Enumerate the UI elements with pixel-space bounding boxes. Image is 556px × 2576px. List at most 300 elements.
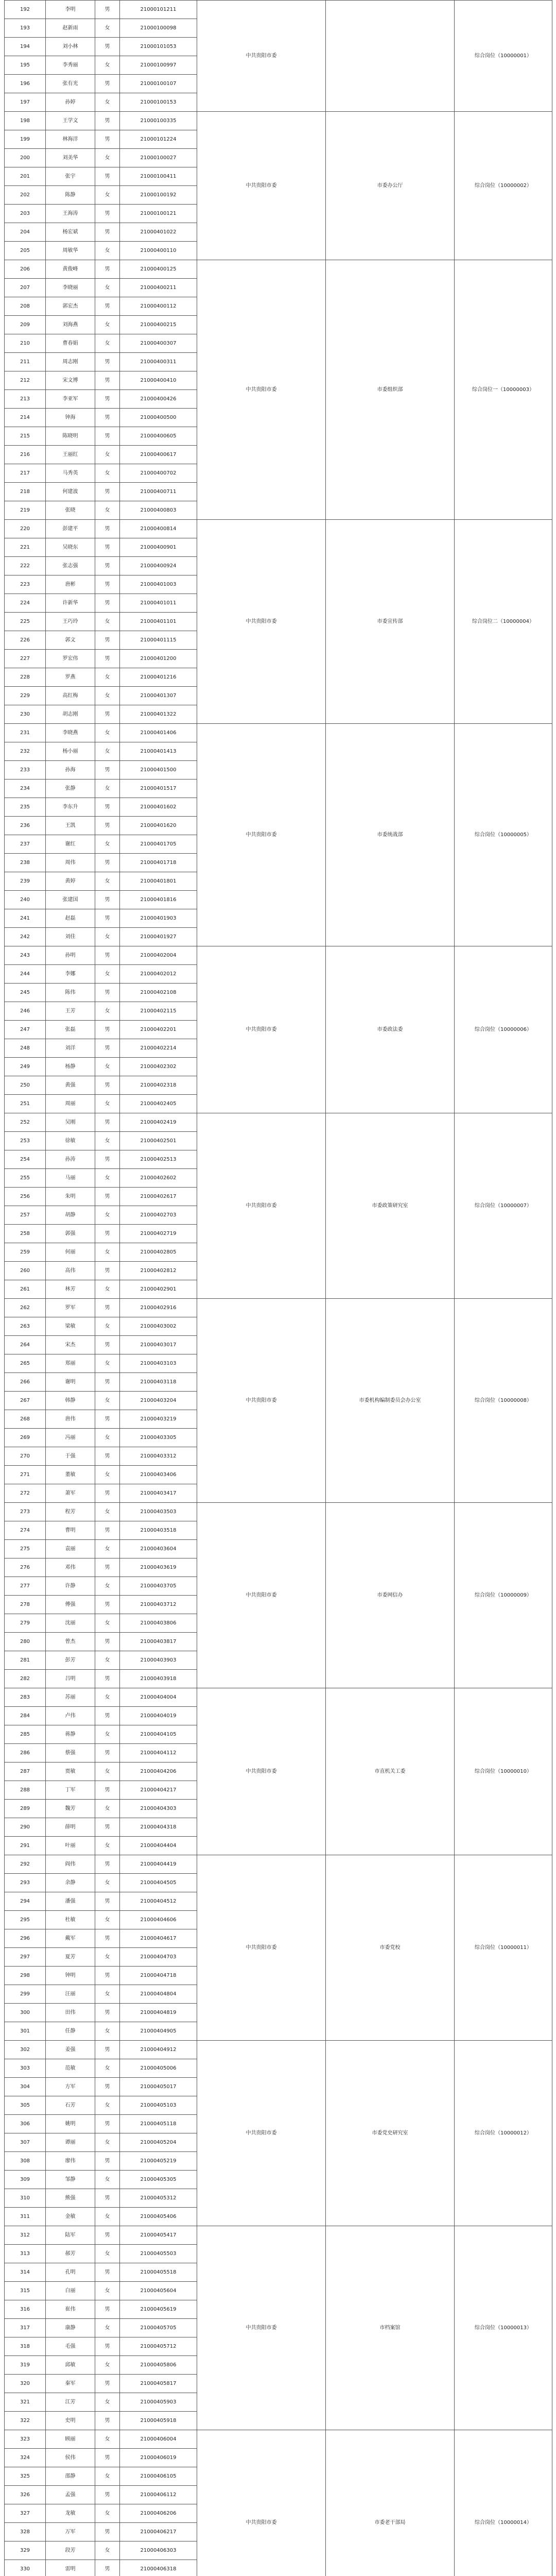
cell-no: 193	[5, 19, 46, 38]
cell-sex: 男	[95, 2078, 120, 2096]
cell-sex: 女	[95, 1392, 120, 1410]
cell-name: 曾杰	[46, 1633, 95, 1651]
cell-post: 综合岗位（10000013）	[455, 2226, 552, 2430]
cell-name: 王海涛	[46, 205, 95, 223]
candidate-table	[4, 0, 552, 2576]
cell-no: 322	[5, 2412, 46, 2430]
cell-id: 21000402501	[120, 1132, 197, 1150]
cell-name: 田伟	[46, 2004, 95, 2022]
cell-name: 黄俊峰	[46, 260, 95, 279]
cell-sex: 男	[95, 1447, 120, 1466]
cell-sex: 男	[95, 2300, 120, 2319]
cell-name: 韩静	[46, 1392, 95, 1410]
cell-no: 314	[5, 2263, 46, 2282]
cell-name: 熊强	[46, 2189, 95, 2208]
cell-id: 21000404703	[120, 1948, 197, 1967]
cell-name: 董敏	[46, 1466, 95, 1484]
cell-name: 陈伟	[46, 984, 95, 1002]
cell-no: 231	[5, 724, 46, 742]
cell-name: 叶丽	[46, 1837, 95, 1855]
cell-name: 郝芳	[46, 2245, 95, 2263]
cell-no: 270	[5, 1447, 46, 1466]
cell-no: 284	[5, 1707, 46, 1725]
cell-no: 276	[5, 1558, 46, 1577]
cell-no: 247	[5, 1021, 46, 1039]
cell-no: 195	[5, 56, 46, 75]
cell-no: 204	[5, 223, 46, 242]
cell-post: 综合岗位二（10000004）	[455, 520, 552, 724]
cell-name: 顾丽	[46, 2430, 95, 2449]
cell-sex: 女	[95, 1002, 120, 1021]
cell-id: 21000402812	[120, 1262, 197, 1280]
cell-name: 罗军	[46, 1299, 95, 1317]
cell-name: 刘佳	[46, 928, 95, 946]
cell-sex: 女	[95, 56, 120, 75]
cell-sex: 男	[95, 1188, 120, 1206]
cell-sex: 女	[95, 1614, 120, 1633]
cell-sex: 女	[95, 1874, 120, 1892]
cell-name: 高红梅	[46, 687, 95, 705]
cell-dept	[326, 1, 455, 112]
cell-sex: 女	[95, 1948, 120, 1967]
cell-unit: 中共贵阳市委	[197, 2430, 326, 2576]
cell-sex: 男	[95, 1336, 120, 1354]
cell-no: 223	[5, 575, 46, 594]
cell-id: 21000405903	[120, 2393, 197, 2412]
cell-sex: 女	[95, 1280, 120, 1299]
table-row	[5, 260, 552, 279]
cell-id: 21000405705	[120, 2319, 197, 2337]
cell-name: 宋杰	[46, 1336, 95, 1354]
cell-name: 姜强	[46, 2041, 95, 2059]
cell-sex: 男	[95, 594, 120, 613]
cell-post: 综合岗位（10000011）	[455, 1855, 552, 2041]
cell-id: 21000406217	[120, 2523, 197, 2541]
cell-unit: 中共贵阳市委	[197, 724, 326, 946]
cell-no: 222	[5, 557, 46, 575]
cell-name: 钟海	[46, 409, 95, 427]
cell-name: 谢明	[46, 1373, 95, 1392]
cell-no: 228	[5, 668, 46, 687]
cell-no: 245	[5, 984, 46, 1002]
cell-no: 266	[5, 1373, 46, 1392]
cell-no: 229	[5, 687, 46, 705]
cell-no: 205	[5, 242, 46, 260]
cell-dept: 市委网信办	[326, 1503, 455, 1688]
cell-no: 211	[5, 353, 46, 371]
cell-name: 周敏华	[46, 242, 95, 260]
cell-no: 294	[5, 1892, 46, 1911]
cell-no: 311	[5, 2208, 46, 2226]
cell-id: 21000402004	[120, 946, 197, 965]
cell-sex: 男	[95, 798, 120, 817]
cell-id: 21000404419	[120, 1855, 197, 1874]
cell-name: 张磊	[46, 1021, 95, 1039]
cell-id: 21000405204	[120, 2133, 197, 2152]
cell-id: 21000406105	[120, 2467, 197, 2486]
cell-sex: 男	[95, 427, 120, 446]
cell-name: 许静	[46, 1577, 95, 1596]
cell-name: 杨小丽	[46, 742, 95, 761]
cell-no: 208	[5, 297, 46, 316]
cell-sex: 男	[95, 2449, 120, 2467]
cell-name: 汪丽	[46, 1985, 95, 2004]
cell-id: 21000401927	[120, 928, 197, 946]
cell-no: 194	[5, 38, 46, 56]
cell-name: 马丽	[46, 1169, 95, 1188]
cell-sex: 女	[95, 2096, 120, 2115]
cell-sex: 男	[95, 130, 120, 149]
cell-name: 杨宏斌	[46, 223, 95, 242]
cell-name: 潘强	[46, 1892, 95, 1911]
cell-name: 张宇	[46, 167, 95, 186]
cell-no: 301	[5, 2022, 46, 2041]
cell-name: 孙海	[46, 761, 95, 779]
cell-name: 吴刚	[46, 1113, 95, 1132]
cell-name: 李晓燕	[46, 724, 95, 742]
cell-no: 218	[5, 483, 46, 501]
cell-id: 21000402513	[120, 1150, 197, 1169]
cell-dept: 市委老干部局	[326, 2430, 455, 2576]
cell-sex: 男	[95, 205, 120, 223]
cell-name: 江芳	[46, 2393, 95, 2412]
cell-sex: 女	[95, 149, 120, 167]
cell-id: 21000400702	[120, 464, 197, 483]
cell-sex: 男	[95, 1, 120, 19]
cell-id: 21000403518	[120, 1521, 197, 1540]
cell-id: 21000402302	[120, 1058, 197, 1076]
cell-name: 范敏	[46, 2059, 95, 2078]
cell-id: 21000404912	[120, 2041, 197, 2059]
cell-no: 283	[5, 1688, 46, 1707]
cell-name: 沈丽	[46, 1614, 95, 1633]
cell-name: 高伟	[46, 1262, 95, 1280]
cell-name: 黄婷	[46, 872, 95, 891]
cell-id: 21000401816	[120, 891, 197, 909]
cell-name: 魏芳	[46, 1800, 95, 1818]
cell-no: 274	[5, 1521, 46, 1540]
cell-no: 215	[5, 427, 46, 446]
cell-dept: 市档案馆	[326, 2226, 455, 2430]
table-row	[5, 1855, 552, 1874]
cell-id: 21000400112	[120, 297, 197, 316]
cell-no: 242	[5, 928, 46, 946]
cell-no: 237	[5, 835, 46, 854]
cell-sex: 男	[95, 75, 120, 93]
cell-id: 21000400814	[120, 520, 197, 538]
cell-name: 刘洋	[46, 1039, 95, 1058]
cell-id: 21000404019	[120, 1707, 197, 1725]
cell-name: 李东升	[46, 798, 95, 817]
cell-sex: 女	[95, 1725, 120, 1744]
cell-dept: 市委统战部	[326, 724, 455, 946]
cell-no: 260	[5, 1262, 46, 1280]
cell-id: 21000100192	[120, 186, 197, 205]
table-row	[5, 2226, 552, 2245]
cell-id: 21000404004	[120, 1688, 197, 1707]
cell-id: 21000401022	[120, 223, 197, 242]
cell-no: 198	[5, 112, 46, 130]
cell-no: 261	[5, 1280, 46, 1299]
cell-no: 213	[5, 390, 46, 409]
cell-sex: 女	[95, 1503, 120, 1521]
cell-id: 21000404105	[120, 1725, 197, 1744]
cell-id: 21000403002	[120, 1317, 197, 1336]
cell-sex: 女	[95, 928, 120, 946]
cell-sex: 女	[95, 19, 120, 38]
cell-no: 307	[5, 2133, 46, 2152]
cell-sex: 女	[95, 1058, 120, 1076]
cell-no: 285	[5, 1725, 46, 1744]
cell-id: 21000400500	[120, 409, 197, 427]
cell-no: 289	[5, 1800, 46, 1818]
cell-name: 陈静	[46, 186, 95, 205]
cell-name: 许新华	[46, 594, 95, 613]
cell-no: 262	[5, 1299, 46, 1317]
cell-id: 21000400311	[120, 353, 197, 371]
cell-no: 273	[5, 1503, 46, 1521]
cell-name: 彭芳	[46, 1651, 95, 1670]
cell-no: 226	[5, 631, 46, 650]
cell-name: 黄强	[46, 1076, 95, 1095]
cell-post: 综合岗位（10000001）	[455, 1, 552, 112]
cell-sex: 女	[95, 1762, 120, 1781]
cell-post: 综合岗位一（10000003）	[455, 260, 552, 520]
cell-dept: 市直机关工委	[326, 1688, 455, 1855]
cell-unit: 中共贵阳市委	[197, 1299, 326, 1503]
cell-sex: 女	[95, 1577, 120, 1596]
cell-no: 206	[5, 260, 46, 279]
cell-no: 297	[5, 1948, 46, 1967]
cell-name: 李晓丽	[46, 279, 95, 297]
cell-sex: 男	[95, 1150, 120, 1169]
cell-no: 224	[5, 594, 46, 613]
cell-sex: 女	[95, 1169, 120, 1188]
cell-name: 唐伟	[46, 1410, 95, 1429]
cell-id: 21000403118	[120, 1373, 197, 1392]
cell-sex: 男	[95, 1596, 120, 1614]
cell-sex: 男	[95, 1113, 120, 1132]
cell-no: 292	[5, 1855, 46, 1874]
cell-name: 程芳	[46, 1503, 95, 1521]
cell-no: 277	[5, 1577, 46, 1596]
table-row	[5, 2041, 552, 2059]
cell-no: 227	[5, 650, 46, 668]
cell-no: 263	[5, 1317, 46, 1336]
cell-id: 21000405406	[120, 2208, 197, 2226]
cell-no: 221	[5, 538, 46, 557]
cell-unit: 中共贵阳市委	[197, 1113, 326, 1299]
cell-sex: 男	[95, 946, 120, 965]
cell-sex: 女	[95, 186, 120, 205]
cell-dept: 市委机构编制委员会办公室	[326, 1299, 455, 1503]
cell-no: 318	[5, 2337, 46, 2356]
cell-sex: 男	[95, 650, 120, 668]
cell-no: 258	[5, 1225, 46, 1243]
cell-name: 侯伟	[46, 2449, 95, 2467]
cell-no: 265	[5, 1354, 46, 1373]
cell-sex: 男	[95, 1039, 120, 1058]
cell-no: 235	[5, 798, 46, 817]
cell-id: 21000402214	[120, 1039, 197, 1058]
cell-id: 21000405417	[120, 2226, 197, 2245]
cell-name: 郑丽	[46, 1354, 95, 1373]
cell-id: 21000401101	[120, 613, 197, 631]
cell-no: 321	[5, 2393, 46, 2412]
cell-no: 239	[5, 872, 46, 891]
cell-sex: 男	[95, 1299, 120, 1317]
cell-sex: 男	[95, 223, 120, 242]
cell-sex: 男	[95, 2412, 120, 2430]
cell-sex: 男	[95, 353, 120, 371]
cell-id: 21000401903	[120, 909, 197, 928]
cell-name: 赵磊	[46, 909, 95, 928]
cell-no: 286	[5, 1744, 46, 1762]
cell-post: 综合岗位（10000010）	[455, 1688, 552, 1855]
cell-sex: 女	[95, 965, 120, 984]
cell-id: 21000402108	[120, 984, 197, 1002]
cell-sex: 男	[95, 2263, 120, 2282]
cell-sex: 女	[95, 1243, 120, 1262]
cell-no: 330	[5, 2560, 46, 2576]
cell-id: 21000404217	[120, 1781, 197, 1800]
cell-sex: 男	[95, 2189, 120, 2208]
cell-no: 200	[5, 149, 46, 167]
cell-sex: 女	[95, 2133, 120, 2152]
cell-name: 罗宏伟	[46, 650, 95, 668]
cell-id: 21000405518	[120, 2263, 197, 2282]
cell-no: 197	[5, 93, 46, 112]
cell-name: 孙明	[46, 946, 95, 965]
cell-name: 史明	[46, 2412, 95, 2430]
cell-no: 196	[5, 75, 46, 93]
cell-no: 329	[5, 2541, 46, 2560]
cell-post: 综合岗位（10000012）	[455, 2041, 552, 2226]
cell-name: 谭丽	[46, 2133, 95, 2152]
cell-id: 21000100098	[120, 19, 197, 38]
cell-id: 21000403604	[120, 1540, 197, 1558]
table-row	[5, 1503, 552, 1521]
cell-sex: 男	[95, 761, 120, 779]
cell-id: 21000400711	[120, 483, 197, 501]
cell-id: 21000406206	[120, 2504, 197, 2523]
cell-name: 戴军	[46, 1929, 95, 1948]
cell-id: 21000401705	[120, 835, 197, 854]
cell-id: 21000100335	[120, 112, 197, 130]
cell-id: 21000404404	[120, 1837, 197, 1855]
cell-name: 夏芳	[46, 1948, 95, 1967]
cell-sex: 男	[95, 1021, 120, 1039]
cell-no: 325	[5, 2467, 46, 2486]
cell-no: 252	[5, 1113, 46, 1132]
cell-sex: 女	[95, 2430, 120, 2449]
cell-no: 295	[5, 1911, 46, 1929]
cell-id: 21000402419	[120, 1113, 197, 1132]
cell-name: 苏丽	[46, 1688, 95, 1707]
cell-sex: 女	[95, 1540, 120, 1558]
cell-name: 陈晓明	[46, 427, 95, 446]
cell-id: 21000403806	[120, 1614, 197, 1633]
cell-no: 298	[5, 1967, 46, 1985]
cell-id: 21000401115	[120, 631, 197, 650]
cell-no: 271	[5, 1466, 46, 1484]
cell-sex: 男	[95, 1521, 120, 1540]
cell-no: 280	[5, 1633, 46, 1651]
cell-sex: 男	[95, 909, 120, 928]
cell-id: 21000403712	[120, 1596, 197, 1614]
cell-no: 282	[5, 1670, 46, 1688]
cell-post: 综合岗位（10000006）	[455, 946, 552, 1113]
cell-sex: 女	[95, 2393, 120, 2412]
cell-id: 21000404303	[120, 1800, 197, 1818]
cell-no: 309	[5, 2171, 46, 2189]
cell-id: 21000406303	[120, 2541, 197, 2560]
cell-id: 21000401216	[120, 668, 197, 687]
cell-name: 姚明	[46, 2115, 95, 2133]
cell-sex: 女	[95, 1837, 120, 1855]
cell-sex: 女	[95, 1354, 120, 1373]
cell-name: 罗燕	[46, 668, 95, 687]
cell-no: 217	[5, 464, 46, 483]
cell-id: 21000405604	[120, 2282, 197, 2300]
cell-id: 21000403219	[120, 1410, 197, 1429]
cell-sex: 女	[95, 2282, 120, 2300]
cell-sex: 男	[95, 1892, 120, 1911]
cell-sex: 男	[95, 409, 120, 427]
cell-no: 306	[5, 2115, 46, 2133]
cell-name: 王芳	[46, 1002, 95, 1021]
cell-id: 21000100027	[120, 149, 197, 167]
cell-unit: 中共贵阳市委	[197, 1503, 326, 1688]
cell-sex: 女	[95, 668, 120, 687]
cell-name: 杨静	[46, 1058, 95, 1076]
cell-no: 202	[5, 186, 46, 205]
cell-id: 21000401602	[120, 798, 197, 817]
cell-id: 21000403705	[120, 1577, 197, 1596]
cell-id: 21000402201	[120, 1021, 197, 1039]
cell-id: 21000404804	[120, 1985, 197, 2004]
cell-id: 21000403204	[120, 1392, 197, 1410]
cell-unit: 中共贵阳市委	[197, 1688, 326, 1855]
cell-sex: 女	[95, 2059, 120, 2078]
cell-no: 288	[5, 1781, 46, 1800]
cell-no: 250	[5, 1076, 46, 1095]
cell-no: 201	[5, 167, 46, 186]
cell-name: 张志强	[46, 557, 95, 575]
cell-sex: 女	[95, 742, 120, 761]
cell-no: 317	[5, 2319, 46, 2337]
cell-id: 21000403619	[120, 1558, 197, 1577]
cell-no: 232	[5, 742, 46, 761]
cell-id: 21000405017	[120, 2078, 197, 2096]
cell-id: 21000404718	[120, 1967, 197, 1985]
cell-name: 卢伟	[46, 1707, 95, 1725]
cell-id: 21000403312	[120, 1447, 197, 1466]
cell-no: 279	[5, 1614, 46, 1633]
cell-unit: 中共贵阳市委	[197, 2041, 326, 2226]
cell-sex: 女	[95, 2541, 120, 2560]
cell-sex: 男	[95, 557, 120, 575]
cell-no: 203	[5, 205, 46, 223]
cell-sex: 女	[95, 1466, 120, 1484]
cell-no: 327	[5, 2504, 46, 2523]
cell-id: 21000404112	[120, 1744, 197, 1762]
cell-sex: 男	[95, 1707, 120, 1725]
cell-name: 王凯	[46, 817, 95, 835]
cell-id: 21000100411	[120, 167, 197, 186]
cell-id: 21000400110	[120, 242, 197, 260]
cell-id: 21000404606	[120, 1911, 197, 1929]
